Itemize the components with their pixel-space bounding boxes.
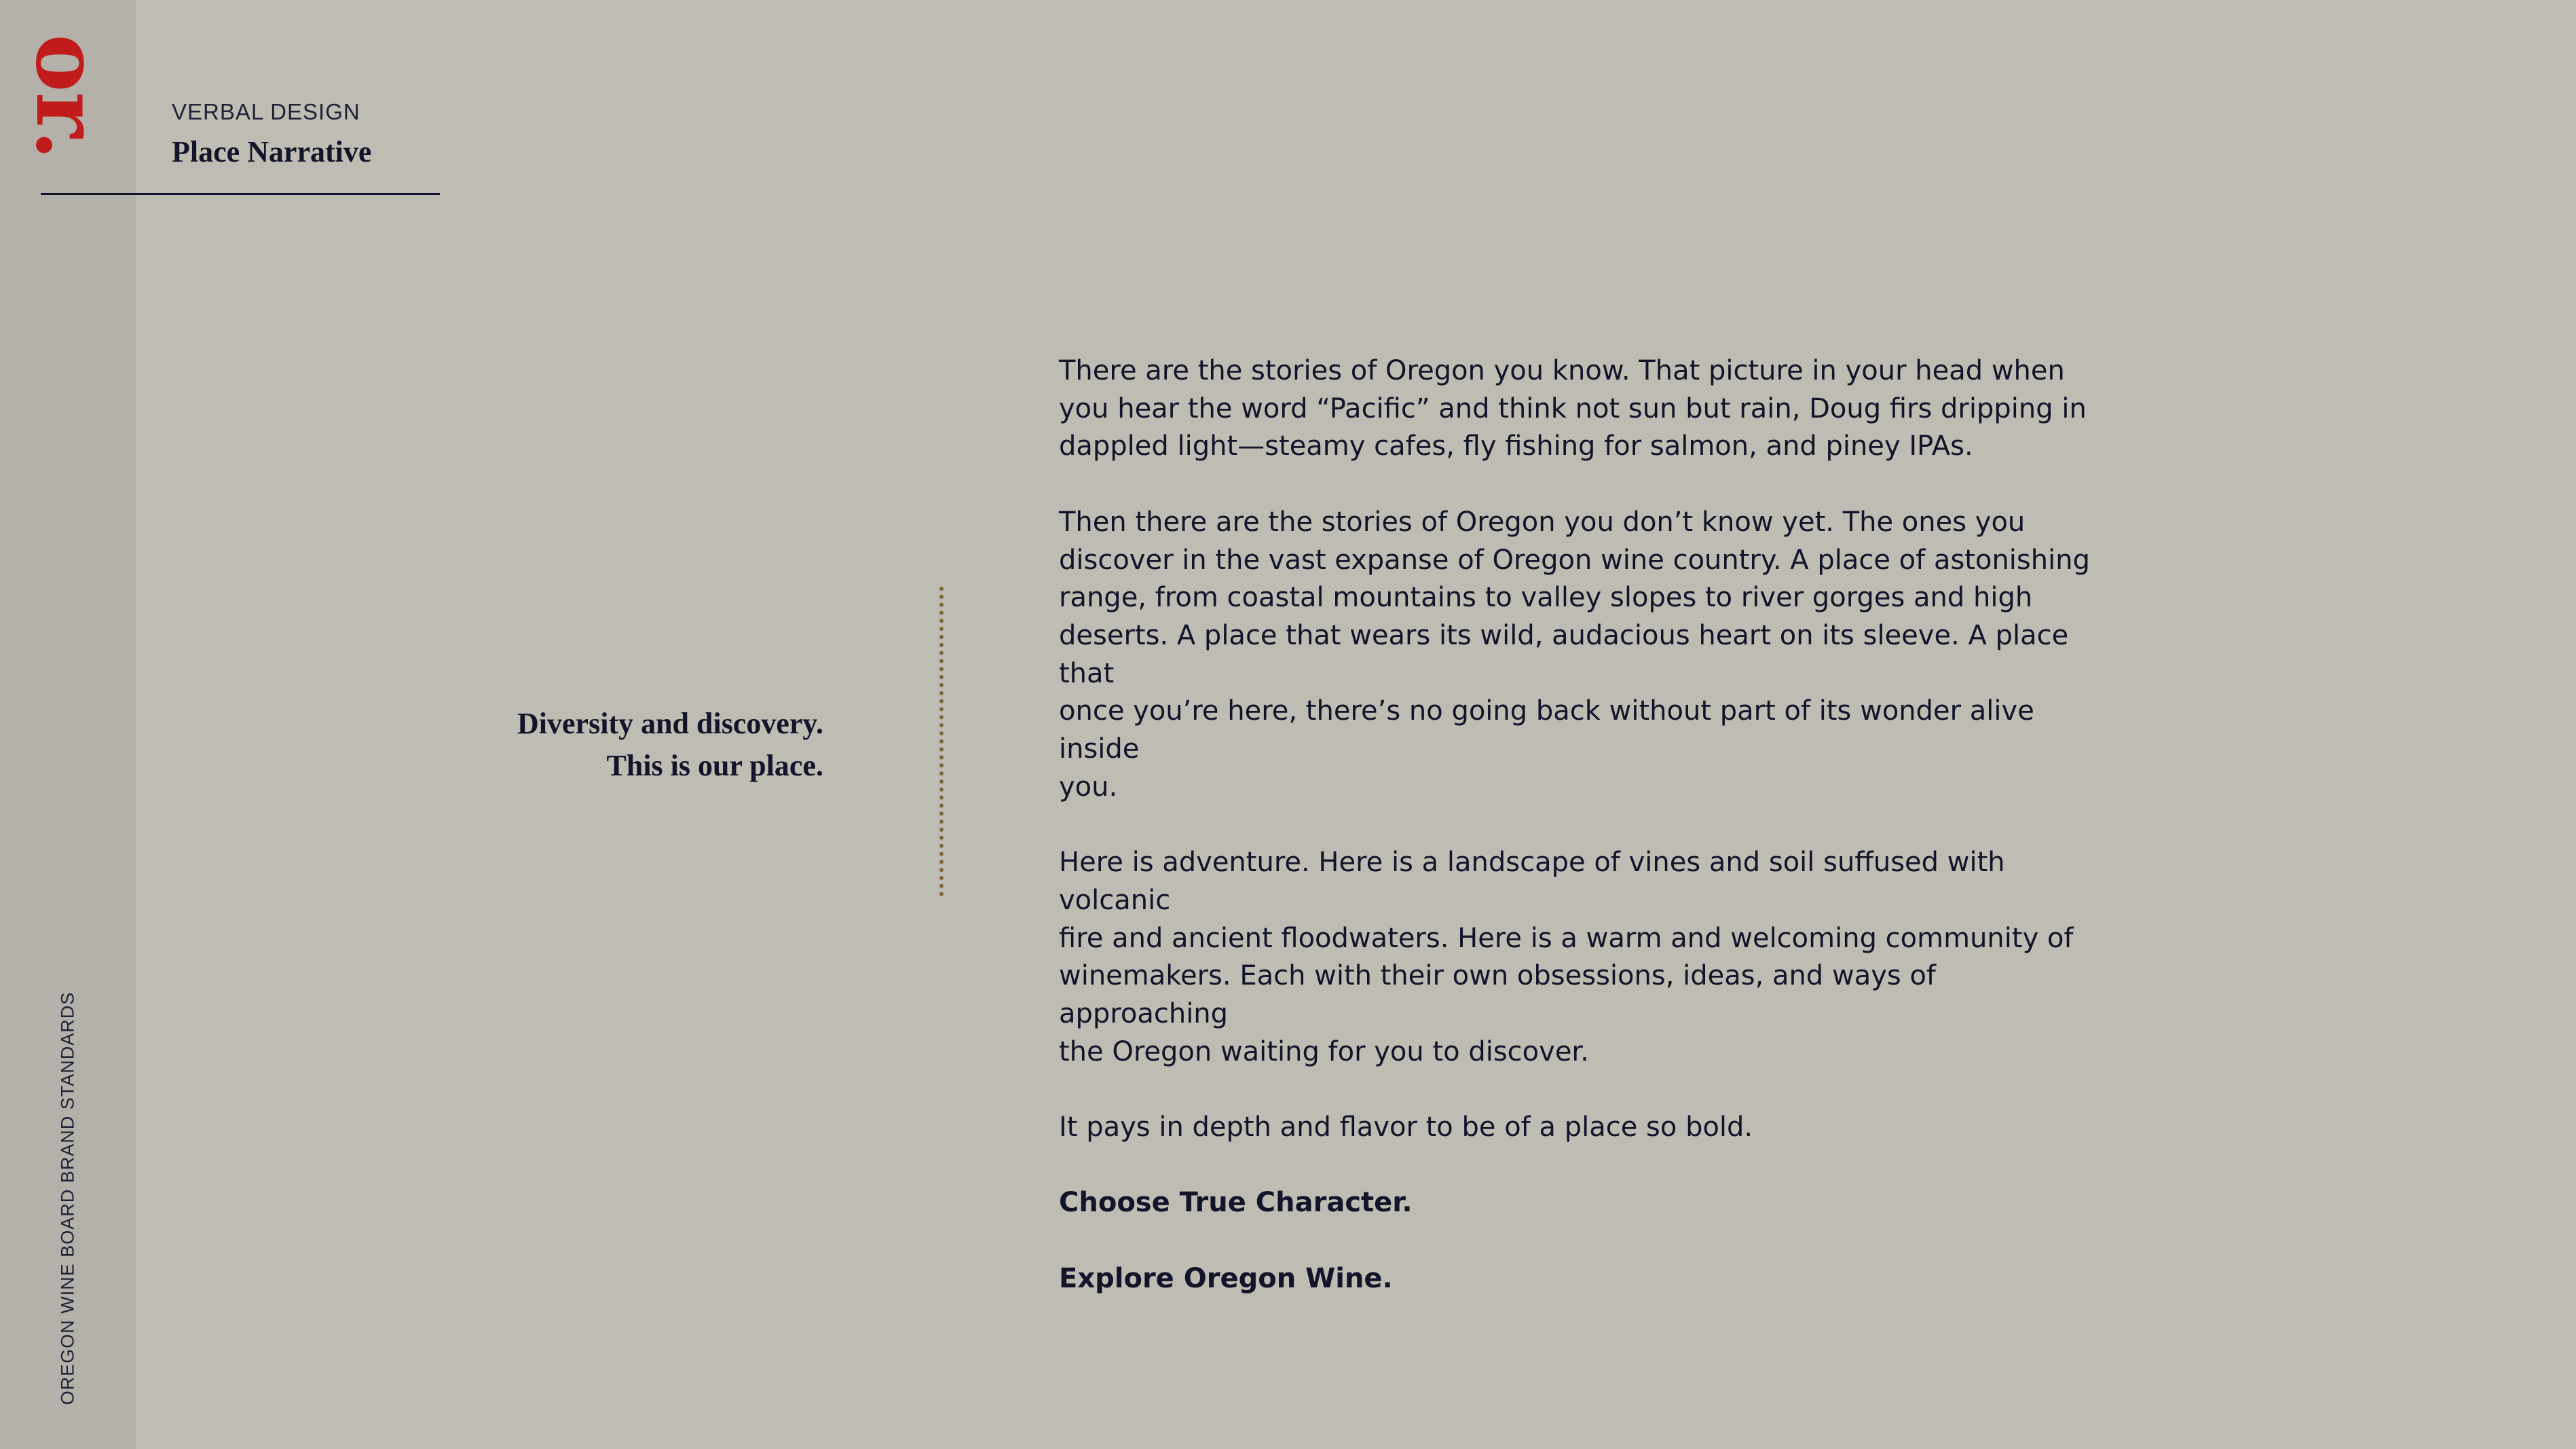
sidebar-footer-label: OREGON WINE BOARD BRAND STANDARDS [57,991,78,1406]
tagline-line-2: This is our place. [606,749,823,782]
brand-logo [16,33,118,160]
cta-choose-true-character: Choose True Character. [1059,1187,1413,1219]
narrative-paragraph-4: It pays in depth and flavor to be of a place so bold. [1059,1112,1753,1143]
dotted-divider [939,587,944,896]
narrative-body [1059,352,2104,1336]
tagline-line-1: Diversity and discovery. [517,707,823,740]
header-divider [41,193,440,195]
section-label: VERBAL DESIGN [172,99,360,124]
tagline [517,703,823,787]
page-title: Place Narrative [172,135,372,168]
logo-wordmark: or. [16,33,118,160]
narrative-paragraph-1: There are the stories of Oregon you know. That picture in your head when you hear the word “Pacific” and think not sun but rain, Doug firs dripping in dappled light—steamy cafes, fly fishing for salmon, and piney IPAs. [1059,355,2087,462]
narrative-paragraph-2: Then there are the stories of Oregon you don’t know yet. The ones you discover in the vast expanse of Oregon wine country. A place of astonishing range, from coastal mountains to valley slopes to river gorges and high deserts. A place that wears its wild, audacious heart on its sleeve. A place that once you’re here, there’s no going back without part of its wonder alive inside you. [1059,506,2090,803]
cta-explore-oregon-wine: Explore Oregon Wine. [1059,1262,1393,1294]
narrative-paragraph-3: Here is adventure. Here is a landscape of vines and soil suffused with volcanic fire and ancient floodwaters. Here is a warm and welcoming community of winemakers. Each with their own obsessions, ideas, and ways of approaching the Oregon waiting for you to discover. [1059,847,2074,1067]
